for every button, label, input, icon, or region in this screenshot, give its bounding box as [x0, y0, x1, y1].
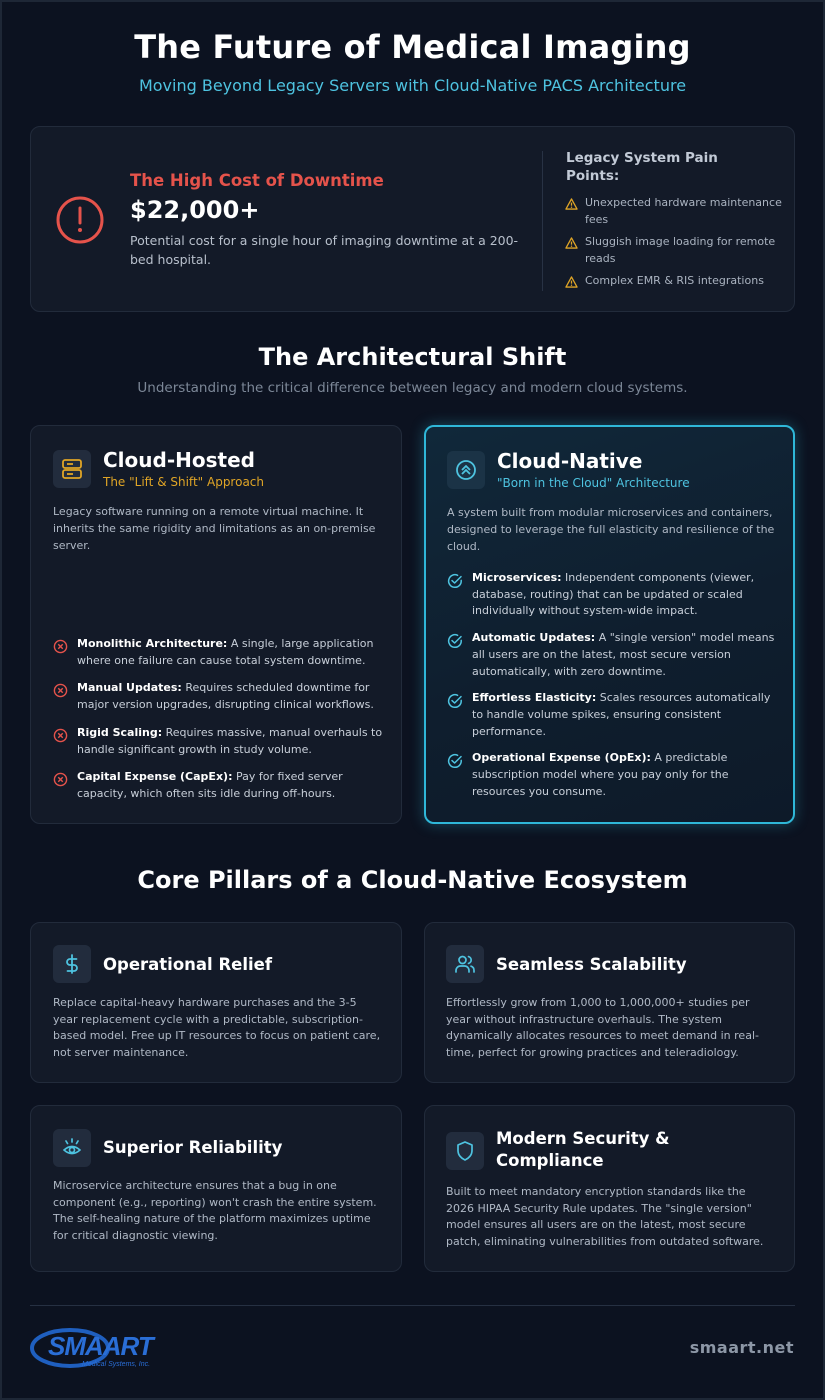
check-circle-icon: [447, 573, 463, 589]
users-icon: [446, 945, 484, 983]
page-subtitle: Moving Beyond Legacy Servers with Cloud-Native PACS Architecture: [138, 76, 687, 95]
feature-item: [53, 769, 383, 802]
cloud-native-card: [424, 425, 795, 824]
pain-point-text: Complex EMR & RIS integrations: [585, 274, 764, 287]
x-circle-icon: [53, 772, 68, 787]
cloud-native-tagline: "Born in the Cloud" Architecture: [497, 476, 690, 490]
cloud-hosted-card: [30, 425, 402, 824]
warning-icon: [565, 198, 578, 210]
pain-point-text: Unexpected hardware maintenance fees: [585, 196, 782, 226]
pain-points-list: [565, 195, 783, 296]
page-title: The Future of Medical Imaging: [134, 28, 691, 66]
eye-alert-icon: [53, 1129, 91, 1167]
feature-item: [447, 750, 777, 800]
cloud-hosted-tagline: The "Lift & Shift" Approach: [103, 475, 264, 489]
x-circle-icon: [53, 683, 68, 698]
website-link[interactable]: smaart.net: [689, 1338, 794, 1357]
x-circle-icon: [53, 639, 68, 654]
feature-text: Effortless Elasticity: Scales resources automatically to handle volume spikes, ensuring consistent performance.: [472, 691, 771, 738]
cloud-hosted-features: [53, 636, 383, 803]
x-circle-icon: [53, 728, 68, 743]
feature-item: [447, 570, 777, 620]
page-header: [0, 0, 825, 95]
cloud-hosted-description: Legacy software running on a remote virtual machine. It inherits the same rigidity and limitations as an on-premise server.: [53, 505, 376, 552]
dollar-icon: [53, 945, 91, 983]
check-circle-icon: [447, 753, 463, 769]
shift-title: The Architectural Shift: [258, 343, 567, 371]
smaart-logo: [30, 1326, 160, 1370]
feature-item: [53, 680, 383, 713]
pillar-title: Superior Reliability: [103, 1138, 283, 1157]
svg-text:Medical Systems, Inc.: Medical Systems, Inc.: [82, 1361, 151, 1368]
pillar-card-seamless-scalability: [424, 922, 795, 1083]
feature-text: Manual Updates: Requires scheduled downtime for major version upgrades, disrupting clinical workflows.: [77, 681, 374, 712]
pillar-title: Modern Security & Compliance: [496, 1129, 670, 1170]
downtime-heading: The High Cost of Downtime: [130, 171, 384, 190]
footer-divider: [30, 1305, 795, 1306]
feature-item: [53, 725, 383, 758]
feature-item: [447, 690, 777, 740]
svg-text:SMAART: SMAART: [48, 1331, 153, 1361]
pillar-title: Operational Relief: [103, 955, 273, 974]
pain-point-item: [565, 195, 783, 228]
pillar-card-modern-security: [424, 1105, 795, 1272]
feature-item: [53, 636, 383, 669]
shift-subtitle: Understanding the critical difference between legacy and modern cloud systems.: [137, 380, 688, 396]
warning-icon: [565, 237, 578, 249]
pillar-description: Built to meet mandatory encryption standards like the 2026 HIPAA Security Rule updates. The "single version" model ensures all users are on the latest, most secure patch, eliminating vulnerabilities from outdated software.: [446, 1185, 764, 1248]
downtime-description: Potential cost for a single hour of imaging downtime at a 200-bed hospital.: [130, 233, 519, 267]
feature-text: Operational Expense (OpEx): A predictable subscription model where you pay only for the resources you consume.: [472, 751, 729, 798]
downtime-card: [30, 126, 795, 312]
pillar-card-superior-reliability: [30, 1105, 402, 1272]
feature-text: Automatic Updates: A "single version" model means all users are on the latest, most secure version automatically, with zero downtime.: [472, 631, 775, 678]
alert-circle-icon: [55, 195, 105, 245]
feature-text: Monolithic Architecture: A single, large application where one failure can cause total system downtime.: [77, 637, 374, 667]
pain-point-item: [565, 234, 783, 267]
pillar-description: Effortlessly grow from 1,000 to 1,000,000+ studies per year without infrastructure overhauls. The system dynamically allocates resources to meet demand in real-time, perfect for growing practices and teleradiology.: [446, 996, 759, 1059]
feature-text: Microservices: Independent components (viewer, database, routing) that can be updated or scaled individually without system-wide impact.: [472, 571, 755, 618]
pain-points-title: Legacy System Pain Points:: [566, 150, 718, 184]
pillar-description: Microservice architecture ensures that a bug in one component (e.g., reporting) won't crash the entire system. The self-healing nature of the platform maximizes uptime for critical diagnostic viewing.: [53, 1179, 377, 1242]
pain-point-text: Sluggish image loading for remote reads: [585, 235, 776, 265]
feature-text: Capital Expense (CapEx): Pay for fixed server capacity, which often sits idle during off-hours.: [77, 770, 343, 800]
cloud-native-title: Cloud-Native: [497, 449, 643, 473]
warning-icon: [565, 276, 578, 288]
downtime-amount: $22,000+: [130, 196, 260, 224]
check-circle-icon: [447, 633, 463, 649]
pillar-title: Seamless Scalability: [496, 955, 687, 974]
shield-icon: [446, 1132, 484, 1170]
feature-item: [447, 630, 777, 680]
chevrons-up-icon: [447, 451, 485, 489]
pillars-title: Core Pillars of a Cloud-Native Ecosystem: [137, 866, 688, 894]
pillar-card-operational-relief: [30, 922, 402, 1083]
divider: [542, 151, 543, 291]
feature-text: Rigid Scaling: Requires massive, manual overhauls to handle significant growth in study volume.: [77, 725, 383, 756]
pain-point-item: [565, 273, 783, 290]
pillar-description: Replace capital-heavy hardware purchases and the 3-5 year replacement cycle with a predictable, subscription-based model. Free up IT resources to focus on patient care, not server maintenance.: [53, 996, 381, 1059]
cloud-native-description: A system built from modular microservices and containers, designed to leverage the full elasticity and resilience of the cloud.: [447, 506, 775, 553]
cloud-native-features: [447, 570, 777, 800]
check-circle-icon: [447, 693, 463, 709]
server-icon: [53, 450, 91, 488]
cloud-hosted-title: Cloud-Hosted: [103, 448, 255, 472]
